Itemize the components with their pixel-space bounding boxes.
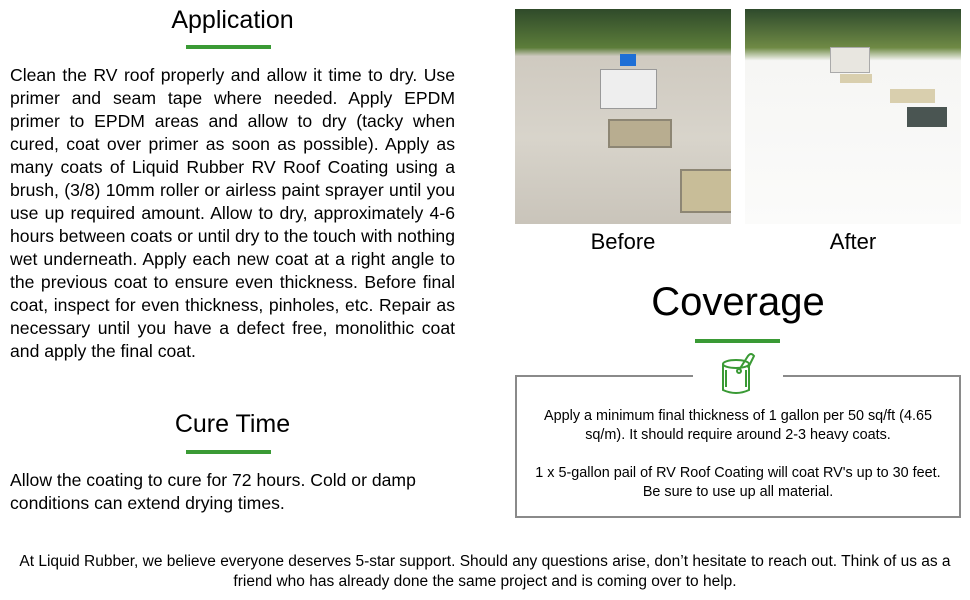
- box-top-border: [783, 375, 961, 377]
- before-label: Before: [590, 229, 656, 254]
- vent: [907, 107, 947, 127]
- coverage-heading: Coverage: [651, 280, 825, 324]
- heading-underline: [186, 450, 271, 454]
- heading-underline: [186, 45, 271, 49]
- coverage-text: [515, 407, 961, 502]
- coverage-line-2: 1 x 5-gallon pail of RV Roof Coating will coat RV's up to 30 feet. Be sure to use up all material.: [535, 465, 941, 500]
- skylight: [840, 74, 872, 83]
- heading-underline: [695, 339, 780, 343]
- skylight: [608, 119, 672, 148]
- skylight: [890, 89, 935, 103]
- application-heading: Application: [171, 6, 294, 34]
- coverage-line-1: Apply a minimum final thickness of 1 gallon per 50 sq/ft (4.65 sq/m). It should require around 2-3 heavy coats.: [544, 408, 932, 443]
- footer-text: At Liquid Rubber, we believe everyone deserves 5-star support. Should any questions arise, don’t hesitate to reach out. Think of us as a friend who has already done the same project and is coming over to help.: [19, 553, 951, 590]
- skylight: [680, 169, 731, 213]
- ac-unit: [600, 69, 657, 109]
- ac-unit: [830, 47, 870, 73]
- after-label: After: [829, 229, 877, 254]
- bucket: [620, 54, 636, 66]
- cure-time-text: Allow the coating to cure for 72 hours. Cold or damp conditions can extend drying times.: [10, 470, 416, 513]
- application-text: Clean the RV roof properly and allow it time to dry. Use primer and seam tape where needed. Apply EPDM primer to EPDM areas and allow to dry (tacky when cured, coat over primer as soon as possible). Apply as many coats of Liquid Rubber RV Roof Coating using a brush, (3/8) 10mm roller or airless paint sprayer until you use up required amount. Allow to dry, approximately 4-6 hours between coats or until dry to the touch with nothing wet underneath. Apply each new coat at a right angle to the previous coat to ensure even thickness. Before final coat, inspect for even thickness, pinholes, etc. Repair as necessary until you have a defect free, monolithic coat and apply the final coat.: [10, 65, 455, 361]
- box-top-border: [515, 375, 693, 377]
- before-photo: [515, 9, 731, 224]
- cure-time-heading: Cure Time: [174, 410, 291, 438]
- after-photo: [745, 9, 961, 224]
- paint-bucket-icon: [718, 350, 758, 398]
